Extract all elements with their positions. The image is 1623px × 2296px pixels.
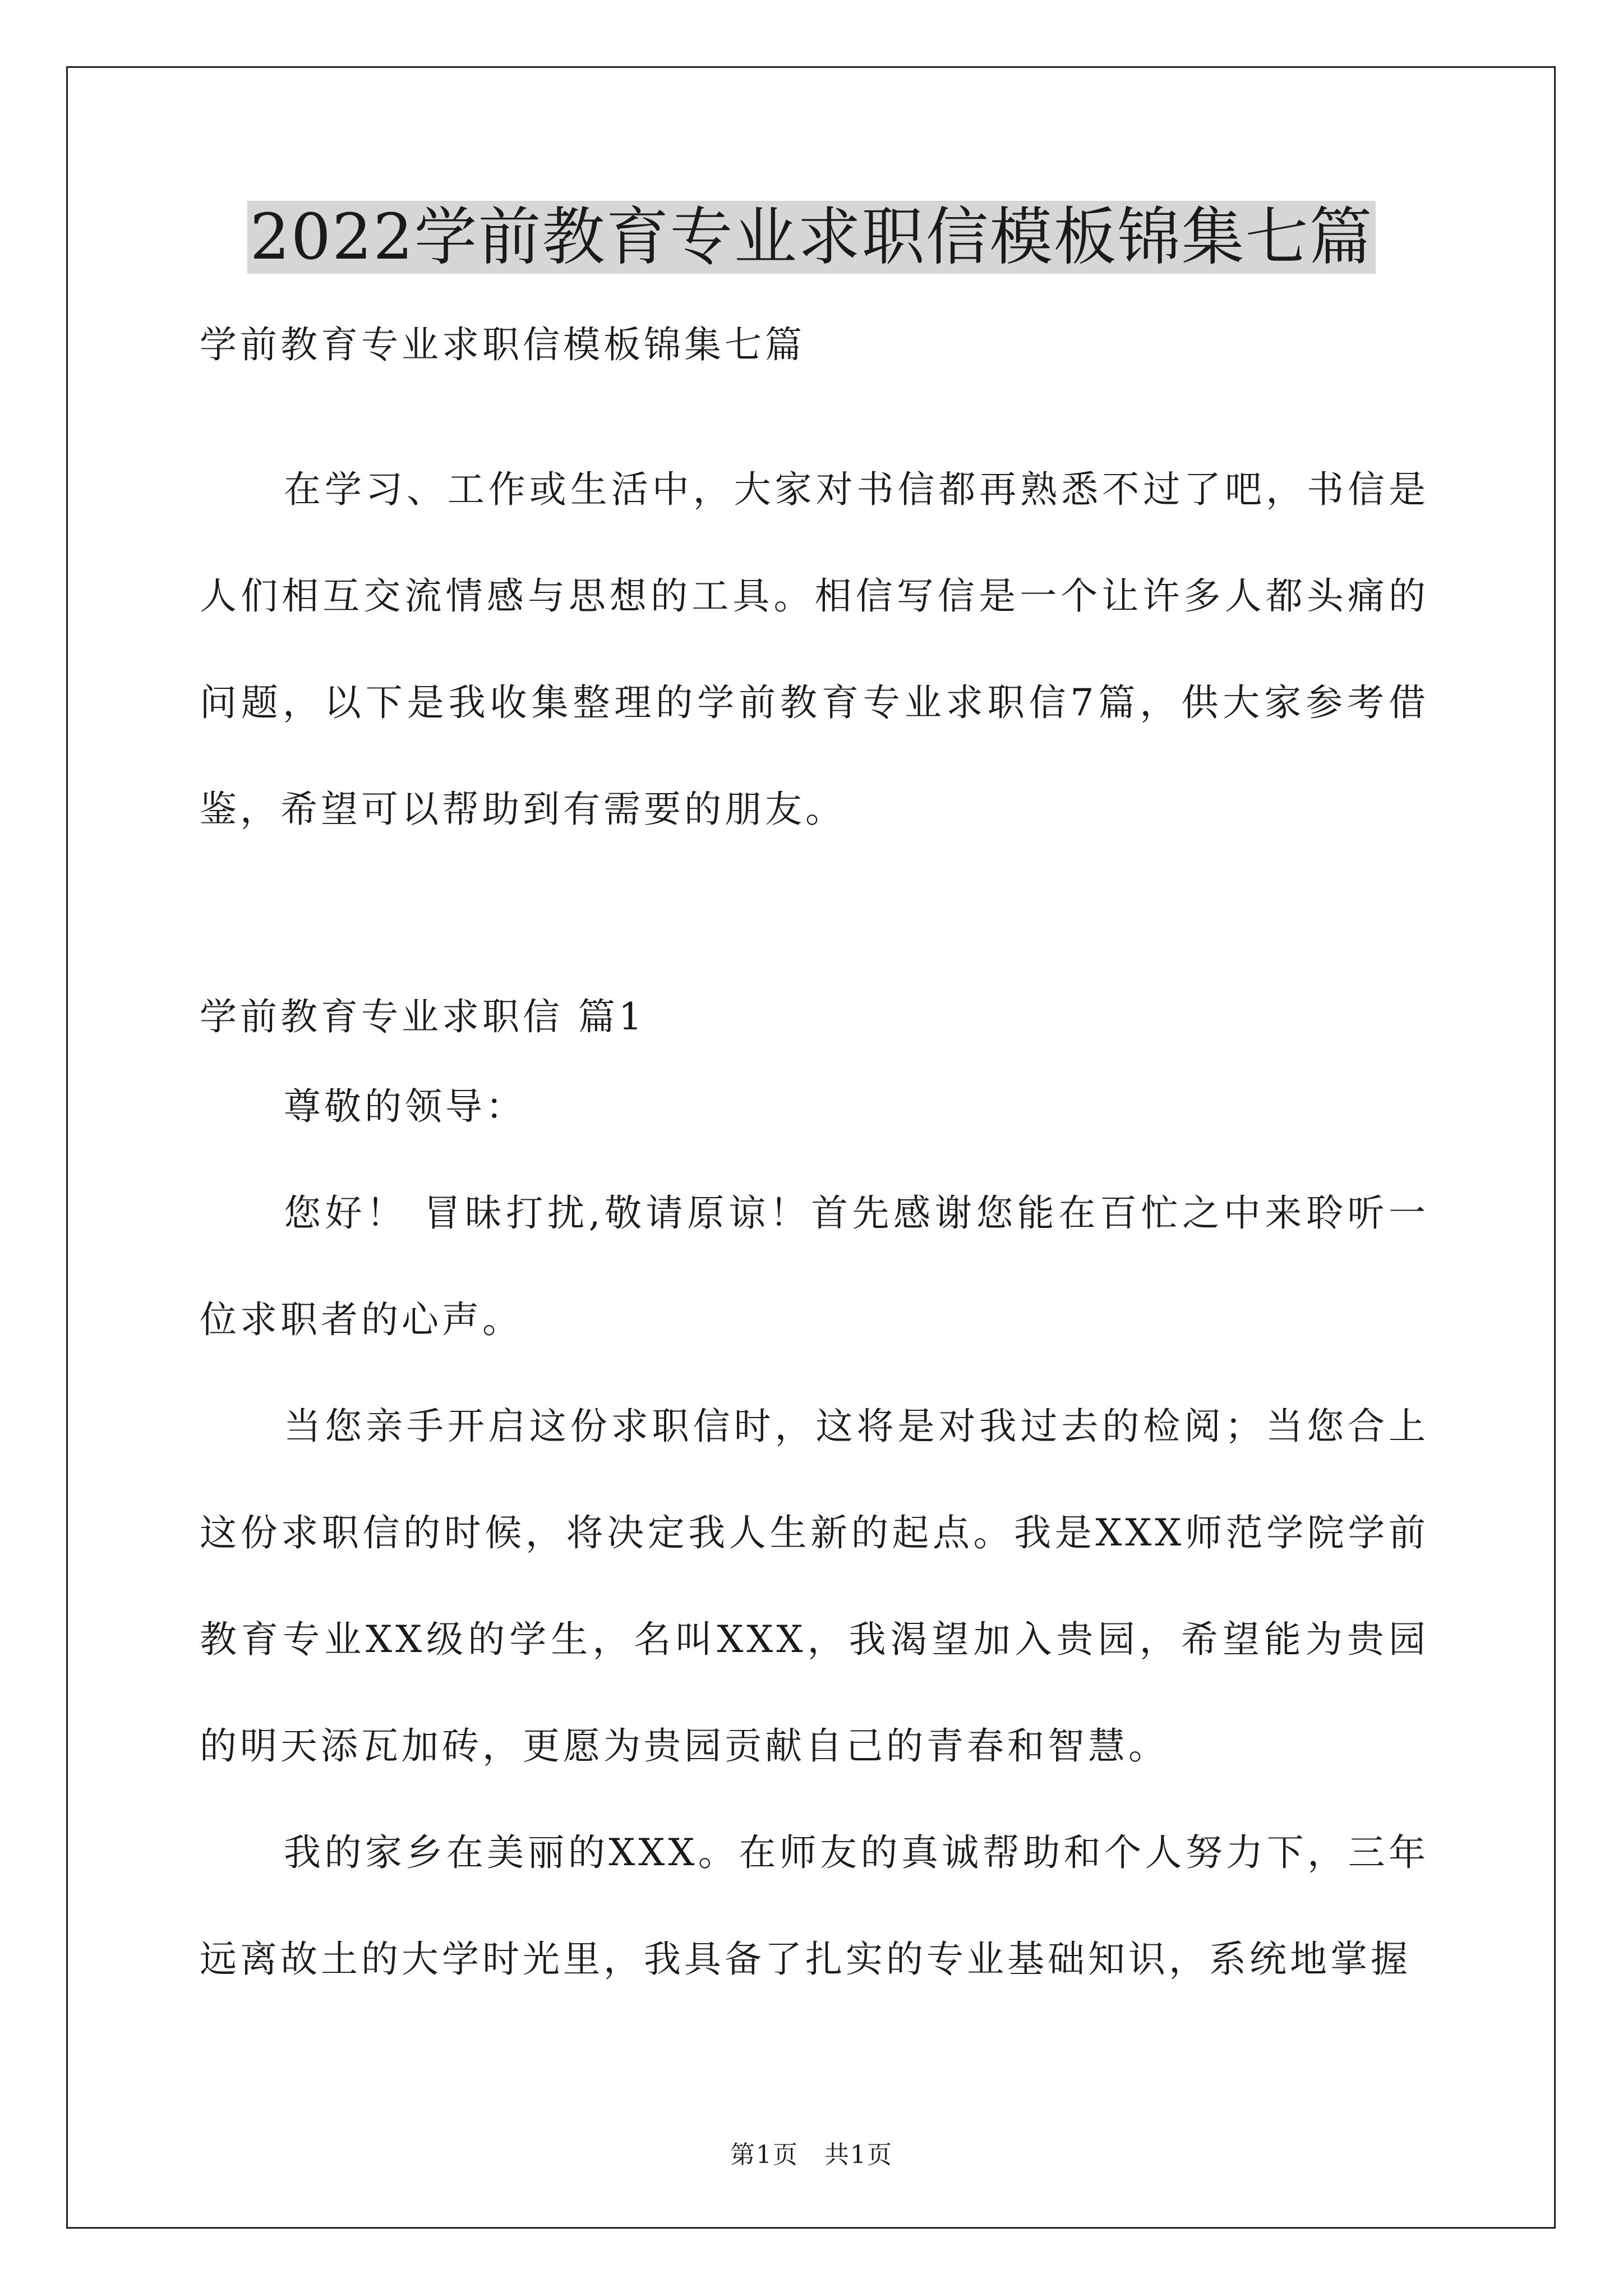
letter-body <box>200 1053 1429 2013</box>
letter-paragraph: 我的家乡在美丽的XXX。在师友的真诚帮助和个人努力下，三年远离故土的大学时光里，我具备了扎实的专业基础知识，系统地掌握 <box>200 1831 1429 1981</box>
salutation: 尊敬的领导： <box>284 1085 526 1128</box>
document-title <box>0 195 1623 279</box>
letter-paragraph: 当您亲手开启这份求职信时，这将是对我过去的检阅；当您合上这份求职信的时候，将决定我人生新的起点。我是XXX师范学院学前教育专业XX级的学生，名叫XXX，我渴望加入贵园，希望能为贵园的明天添瓦加砖，更愿为贵园贡献自己的青春和智慧。 <box>200 1405 1429 1768</box>
document-subtitle: 学前教育专业求职信模板锦集七篇 <box>200 323 805 366</box>
page-number-footer: 第1页 共1页 <box>730 2141 893 2169</box>
document-title-text: 2022学前教育专业求职信模板锦集七篇 <box>247 201 1375 274</box>
intro-paragraph: 在学习、工作或生活中，大家对书信都再熟悉不过了吧，书信是人们相互交流情感与思想的工具。相信写信是一个让许多人都头痛的问题，以下是我收集整理的学前教育专业求职信7篇，供大家参考借鉴，希望可以帮助到有需要的朋友。 <box>200 468 1429 831</box>
letter-paragraph: 您好！ 冒昧打扰,敬请原谅！首先感谢您能在百忙之中来聆听一位求职者的心声。 <box>200 1191 1429 1341</box>
section-heading: 学前教育专业求职信 篇1 <box>200 995 645 1038</box>
